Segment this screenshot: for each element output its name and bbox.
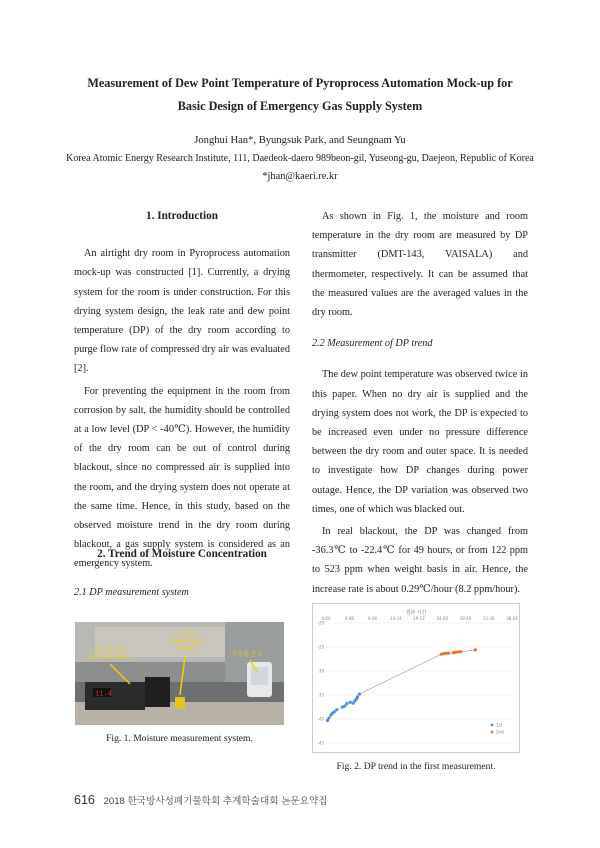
x-tick-label: 33:36	[482, 616, 495, 621]
section-heading-introduction: 1. Introduction	[146, 210, 218, 222]
data-point	[358, 692, 361, 695]
data-point	[327, 716, 330, 719]
x-tick-label: 28:48	[459, 616, 472, 621]
chart-title: 경과 시간	[405, 610, 427, 616]
legend-marker	[491, 731, 494, 734]
label-room-temperature: 기밀룸 온도	[231, 651, 263, 658]
figure-2-caption: Fig. 2. DP trend in the first measurement.	[336, 761, 496, 772]
subsection-heading-dp-system: 2.1 DP measurement system	[74, 587, 189, 598]
dp-trend-paragraph-1: The dew point temperature was observed twice in this paper. When no dry air is supplied and the drying system does not work, the DP is expected to be increased even under no pressure difference between the dry room and outer space. It is needed to investigate how DP changes during power outage. Hence, the DP variation was observed two times, one of which was blacked out.	[312, 369, 528, 515]
data-point	[356, 695, 359, 698]
label-dp-indicator: 수분 지시계 (DP indicator)	[87, 647, 131, 661]
email: *jhan@kaeri.re.kr	[262, 171, 338, 182]
affiliation: Korea Atomic Energy Research Institute, 111, Daedeok-daero 989beon-gil, Yuseong-gu, Daejeon, Republic of Korea	[66, 153, 534, 164]
section-heading-trend: 2. Trend of Moisture Concentration	[97, 548, 267, 560]
data-point	[459, 650, 462, 653]
y-tick-label: -35	[317, 692, 324, 698]
page-footer	[74, 793, 328, 807]
x-tick-label: 24:00	[436, 616, 449, 621]
y-tick-label: -40	[317, 716, 324, 722]
data-point	[474, 648, 477, 651]
legend-marker	[491, 724, 494, 727]
x-tick-label: 4:48	[344, 616, 354, 621]
right-column	[312, 207, 528, 599]
dp-system-paragraph: As shown in Fig. 1, the moisture and room temperature in the dry room are measured by DP transmitter (DMT-143, VAISALA) and thermometer, respectively. It can be assumed that the measured values are the averaged values in the dry room.	[312, 211, 528, 319]
authors: Jonghui Han*, Byungsuk Park, and Seungnam Yu	[194, 135, 406, 146]
dp-trend-paragraph-2: In real blackout, the DP was changed from -36.3℃ to -22.4℃ for 49 hours, or from 122 ppm to 523 ppm when weight basis in air. Hence, the increase rate is about 0.29℃/hour (8.2 ppm/hour).	[312, 526, 528, 595]
intro-paragraph-1: An airtight dry room in Pyroprocess automation mock-up was constructed [1]. Currently, a drying system for the room is under construction. For this drying system design, the leak rate and dew point temperature (DP) of the dry room according to purge flow rate of compressed dry air was evaluated [2].	[74, 248, 290, 375]
footer-text: 2018 한국방사성폐기물학회 추계학술대회 논문요약집	[103, 796, 328, 807]
left-column	[74, 207, 290, 574]
legend-label: 2nd	[496, 729, 504, 735]
x-tick-label: 0:00	[321, 616, 331, 621]
dp-display-value: 11.4	[95, 690, 112, 699]
y-tick-label: -25	[317, 644, 324, 650]
x-tick-label: 9:36	[368, 616, 377, 621]
intro-paragraph-2: For preventing the equipment in the room from corrosion by salt, the humidity should be controlled at a low level (DP < -40℃). However, the humidity of the dry room can be out of control during blackout, since no compressed air is supplied into the room, and the drying system does not operate at the same time. Hence, in this study, based on the observed moisture trend in the dry room during blackout, a gas supply system is considered as an emergency system.	[74, 385, 290, 570]
y-tick-label: -30	[317, 668, 324, 674]
y-tick-label: -45	[317, 740, 324, 746]
x-tick-label: 14:24	[389, 616, 402, 621]
page-number: 616	[74, 793, 95, 807]
figure-2-chart	[312, 603, 520, 753]
paper-title: Measurement of Dew Point Temperature of Pyroprocess Automation Mock-up for Basic Design of Emergency Gas Supply System	[87, 76, 513, 113]
label-dewpoint-sensor: 수분계 (Dew Point Temp.)	[170, 631, 204, 652]
data-point	[335, 708, 338, 711]
data-point	[349, 701, 352, 704]
x-tick-label: 38:24	[506, 616, 518, 621]
data-point	[345, 702, 348, 705]
data-point	[447, 652, 450, 655]
subsection-heading-dp-trend: 2.2 Measurement of DP trend	[312, 338, 433, 350]
legend-label: 1st	[496, 722, 503, 728]
figure-1-caption: Fig. 1. Moisture measurement system.	[106, 733, 253, 744]
y-tick-label: -20	[317, 620, 324, 626]
figure-1-photo	[75, 622, 284, 725]
x-tick-label: 19:12	[413, 616, 425, 621]
